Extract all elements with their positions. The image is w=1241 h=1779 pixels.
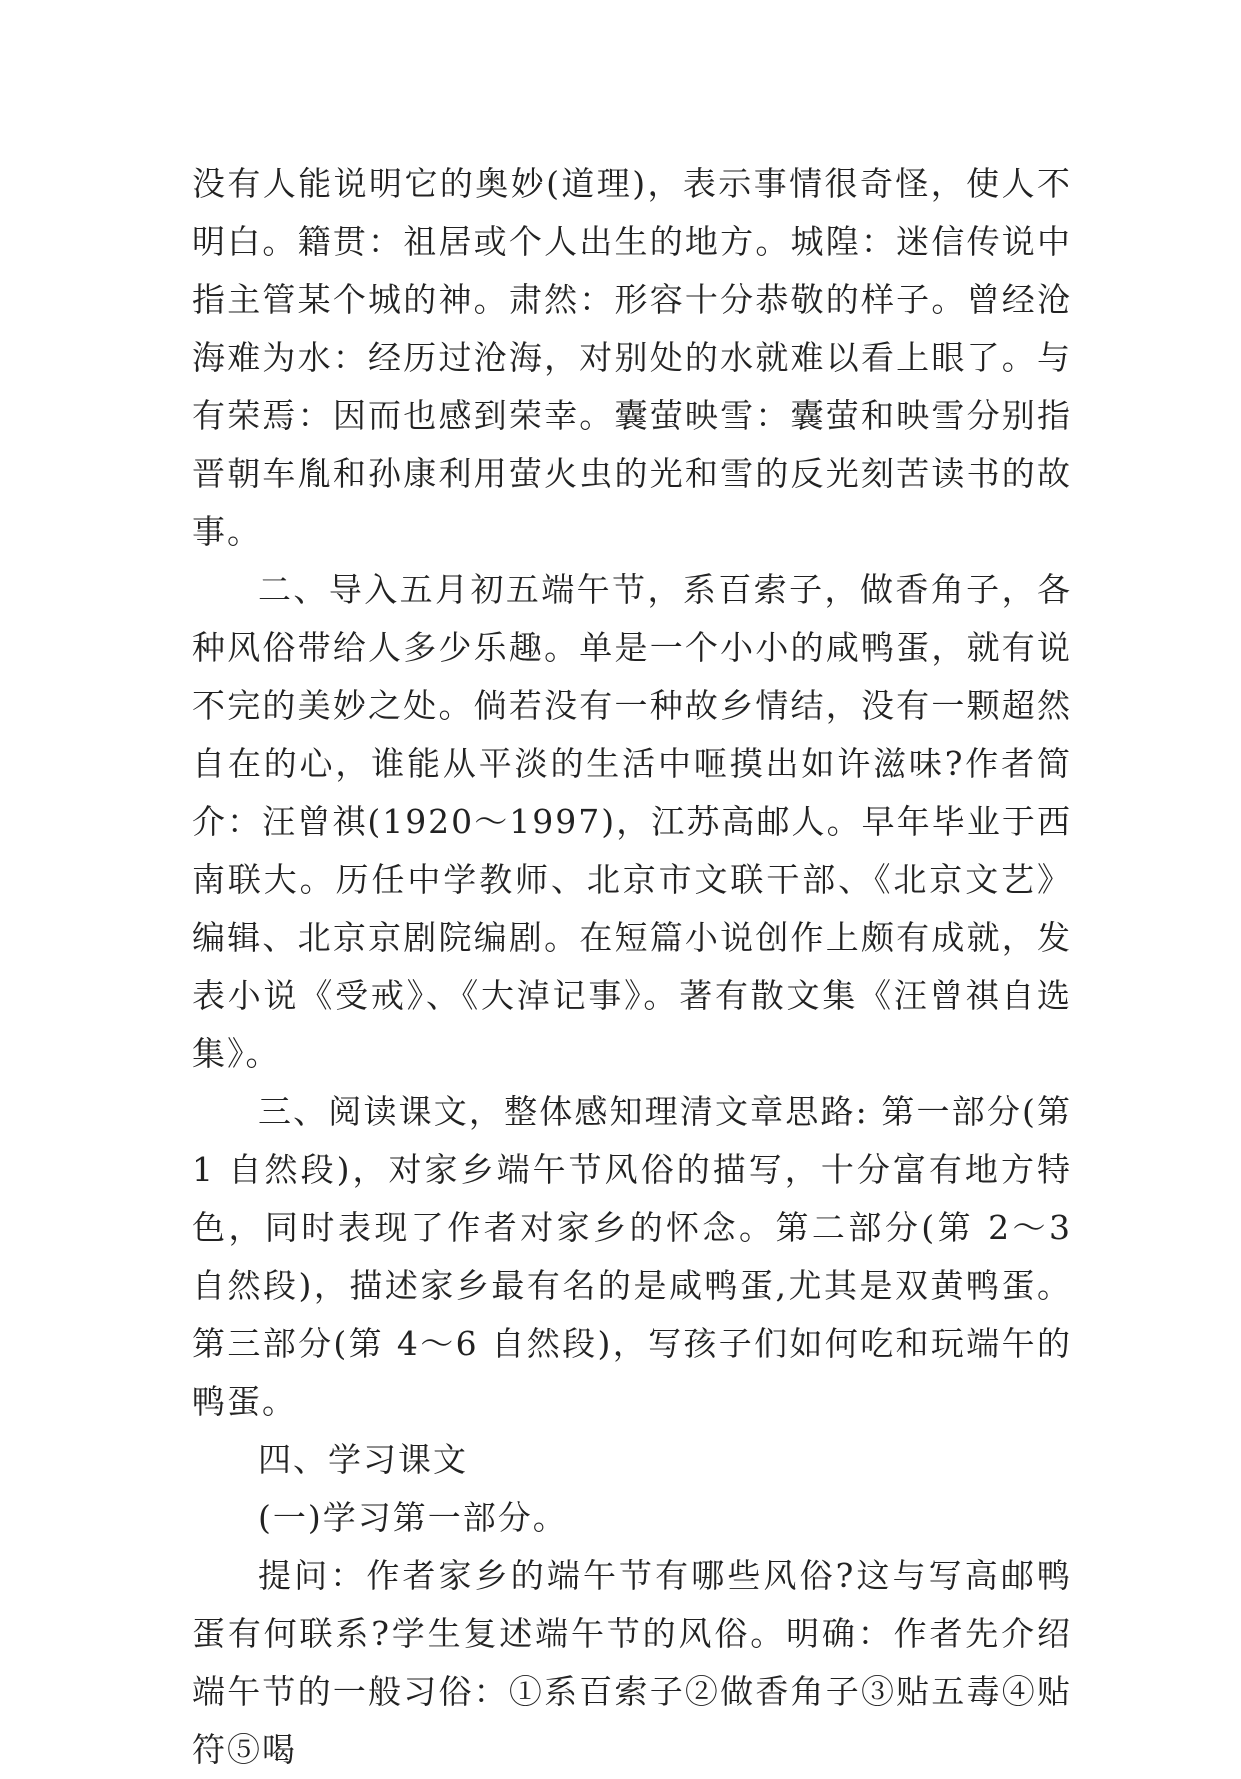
paragraph-question: 提问：作者家乡的端午节有哪些风俗?这与写高邮鸭蛋有何联系?学生复述端午节的风俗。明确：作者先介绍端午节的一般习俗：①系百索子②做香角子③贴五毒④贴符⑤喝 — [192, 1556, 1072, 1769]
section-heading-study-text: 四、学习课文 — [258, 1440, 468, 1479]
paragraph-structure: 三、阅读课文，整体感知理清文章思路: 第一部分(第 1 自然段)，对家乡端午节风俗的描写，十分富有地方特色，同时表现了作者对家乡的怀念。第二部分(第 2～3 自然段)，描述家乡最有名的是咸鸭蛋,尤其是双黄鸭蛋。第三部分(第 4～6 自然段)，写孩子们如何吃和玩端午的鸭蛋。 — [192, 1092, 1072, 1421]
paragraph-vocabulary-notes: 没有人能说明它的奥妙(道理)，表示事情很奇怪，使人不明白。籍贯：祖居或个人出生的地方。城隍：迷信传说中指主管某个城的神。肃然：形容十分恭敬的样子。曾经沧海难为水：经历过沧海，对别处的水就难以看上眼了。与有荣焉：因而也感到荣幸。囊萤映雪：囊萤和映雪分别指晋朝车胤和孙康利用萤火虫的光和雪的反光刻苦读书的故事。 — [192, 164, 1072, 551]
document-body — [192, 155, 1072, 1779]
subsection-heading-part-one: (一)学习第一部分。 — [258, 1498, 568, 1537]
paragraph-introduction: 二、导入五月初五端午节，系百索子，做香角子，各种风俗带给人多少乐趣。单是一个小小的咸鸭蛋，就有说不完的美妙之处。倘若没有一种故乡情结，没有一颗超然自在的心，谁能从平淡的生活中咂摸出如许滋味?作者简介：汪曾祺(1920～1997)，江苏高邮人。早年毕业于西南联大。历任中学教师、北京市文联干部、《北京文艺》编辑、北京京剧院编剧。在短篇小说创作上颇有成就，发表小说《受戒》、《大淖记事》。著有散文集《汪曾祺自选集》。 — [192, 570, 1072, 1073]
